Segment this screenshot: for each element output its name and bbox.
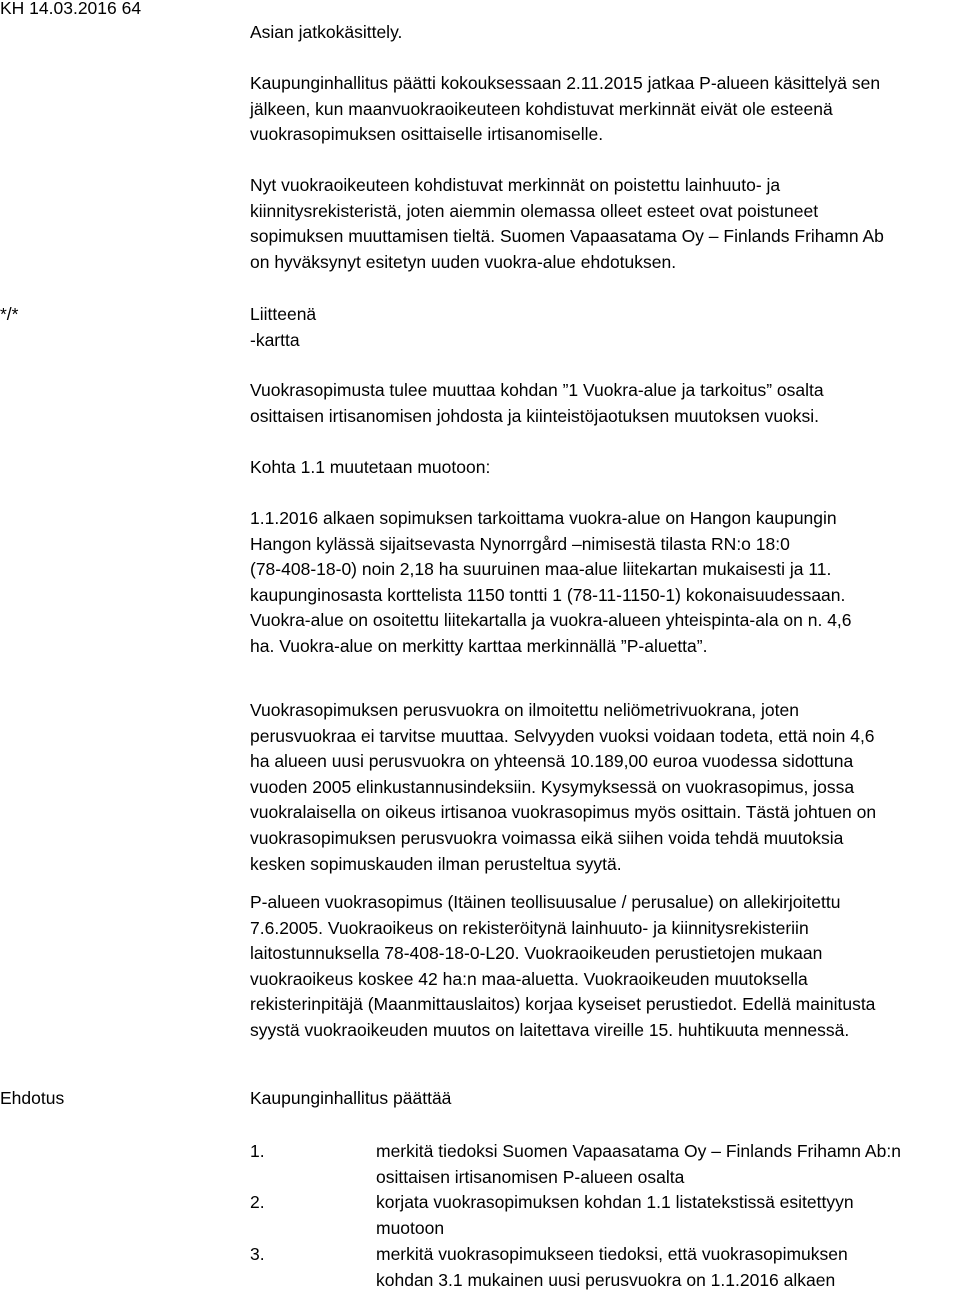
text-line: 7.6.2005. Vuokraoikeus on rekisteröitynä lainhuuto- ja kiinnitysrekisteriin xyxy=(250,917,809,938)
text-line: korjata vuokrasopimuksen kohdan 1.1 listatekstissä esitettyyn xyxy=(376,1192,854,1212)
text-line: Vuokrasopimusta tulee muuttaa kohdan ”1 Vuokra-alue ja tarkoitus” osalta xyxy=(250,380,824,400)
paragraph-5 xyxy=(250,506,960,660)
attachments xyxy=(250,302,960,353)
paragraph-6 xyxy=(250,698,960,877)
text-line: (78-408-18-0) noin 2,18 ha suuruinen maa-alue liitekartan mukaisesti ja 11. xyxy=(250,559,832,580)
text-line: ha. Vuokra-alue on merkitty karttaa merkinnällä ”P-aluetta”. xyxy=(250,635,708,656)
decision-text xyxy=(376,1242,848,1293)
text-line: vuokraoikeus koskee 42 ha:n maa-aluetta. Vuokraoikeuden muutoksella xyxy=(250,968,808,989)
decision-number: 1. xyxy=(250,1141,265,1161)
text-line: ha alueen uusi perusvuokra on yhteensä 10.189,00 euroa vuodessa sidottuna xyxy=(250,751,854,772)
text-line: vuokralaisella on oikeus irtisanoa vuokrasopimus myös osittain. Tästä johtuen on xyxy=(250,802,877,823)
text-line: kiinnitysrekisteristä, joten aiemmin olemassa olleet esteet ovat poistuneet xyxy=(250,200,819,221)
text-line: Kaupunginhallitus päättää xyxy=(250,1088,452,1108)
text-line: Asian jatkokäsittely. xyxy=(250,22,403,42)
text-line: muotoon xyxy=(376,1217,445,1238)
text-line: osittaisen irtisanomisen P-alueen osalta xyxy=(376,1166,685,1187)
decision-number: 2. xyxy=(250,1192,265,1212)
text-line: syystä vuokraoikeuden muutos on laitettava vireille 15. huhtikuuta mennessä. xyxy=(250,1019,850,1040)
paragraph-7 xyxy=(250,890,960,1044)
text-line: on hyväksynyt esitetyn uuden vuokra-alue ehdotuksen. xyxy=(250,251,677,272)
text-line: merkitä tiedoksi Suomen Vapaasatama Oy – Finlands Frihamn Ab:n xyxy=(376,1141,901,1161)
proposal-label: Ehdotus xyxy=(0,1088,65,1108)
text-line: Hangon kylässä sijaitsevasta Nynorrgård –nimisestä tilasta RN:o 18:0 xyxy=(250,533,790,554)
decision-text xyxy=(376,1139,901,1190)
text-line: vuoden 2005 elinkustannusindeksiin. Kysymyksessä on vuokrasopimus, jossa xyxy=(250,776,855,797)
paragraph-3 xyxy=(250,378,960,429)
text-line: Nyt vuokraoikeuteen kohdistuvat merkinnät on poistettu lainhuuto- ja xyxy=(250,175,781,195)
text-line: Kohta 1.1 muutetaan muotoon: xyxy=(250,457,491,477)
decision-text xyxy=(376,1190,854,1241)
text-line: laitostunnuksella 78-408-18-0-L20. Vuokraoikeuden perustietojen mukaan xyxy=(250,943,823,964)
paragraph-4 xyxy=(250,455,960,481)
heading xyxy=(250,20,960,46)
text-line: Liitteenä xyxy=(250,304,317,324)
text-line: perusvuokraa ei tarvitse muuttaa. Selvyyden vuoksi voidaan todeta, että noin 4,6 xyxy=(250,725,875,746)
text-line: P-alueen vuokrasopimus (Itäinen teollisuusalue / perusalue) on allekirjoitettu xyxy=(250,892,841,912)
decision-intro xyxy=(250,1086,960,1112)
text-line: vuokrasopimuksen osittaiselle irtisanomiselle. xyxy=(250,124,604,145)
decision-number: 3. xyxy=(250,1244,265,1264)
paragraph-1 xyxy=(250,71,960,148)
text-line: -kartta xyxy=(250,329,300,350)
text-line: kohdan 3.1 mukainen uusi perusvuokra on 1.1.2016 alkaen xyxy=(376,1269,836,1290)
text-line: 1.1.2016 alkaen sopimuksen tarkoittama vuokra-alue on Hangon kaupungin xyxy=(250,508,837,528)
text-line: sopimuksen muuttamisen tieltä. Suomen Vapaasatama Oy – Finlands Frihamn Ab xyxy=(250,226,884,247)
attachment-marker: */* xyxy=(0,304,19,324)
text-line: Vuokrasopimuksen perusvuokra on ilmoitettu neliömetrivuokrana, joten xyxy=(250,700,799,720)
text-line: Kaupunginhallitus päätti kokouksessaan 2.11.2015 jatkaa P-alueen käsittelyä sen xyxy=(250,73,881,93)
text-line: kesken sopimuskauden ilman perusteltua syytä. xyxy=(250,853,622,874)
paragraph-2 xyxy=(250,173,960,275)
text-line: kaupunginosasta korttelista 1150 tontti 1 (78-11-1150-1) kokonaisuudessaan. xyxy=(250,584,846,605)
text-line: jälkeen, kun maanvuokraoikeuteen kohdistuvat merkinnät eivät ole esteenä xyxy=(250,98,833,119)
text-line: osittaisen irtisanomisen johdosta ja kiinteistöjaotuksen muutoksen vuoksi. xyxy=(250,405,820,426)
text-line: vuokrasopimuksen perusvuokra voimassa eikä siihen voida tehdä muutoksia xyxy=(250,827,844,848)
text-line: rekisterinpitäjä (Maanmittauslaitos) korjaa kyseiset perustiedot. Edellä mainitusta xyxy=(250,994,876,1015)
text-line: Vuokra-alue on osoitettu liitekartalla ja vuokra-alueen yhteispinta-ala on n. 4,6 xyxy=(250,610,852,631)
page-header: KH 14.03.2016 64 xyxy=(0,0,142,18)
text-line: merkitä vuokrasopimukseen tiedoksi, että vuokrasopimuksen xyxy=(376,1244,848,1264)
